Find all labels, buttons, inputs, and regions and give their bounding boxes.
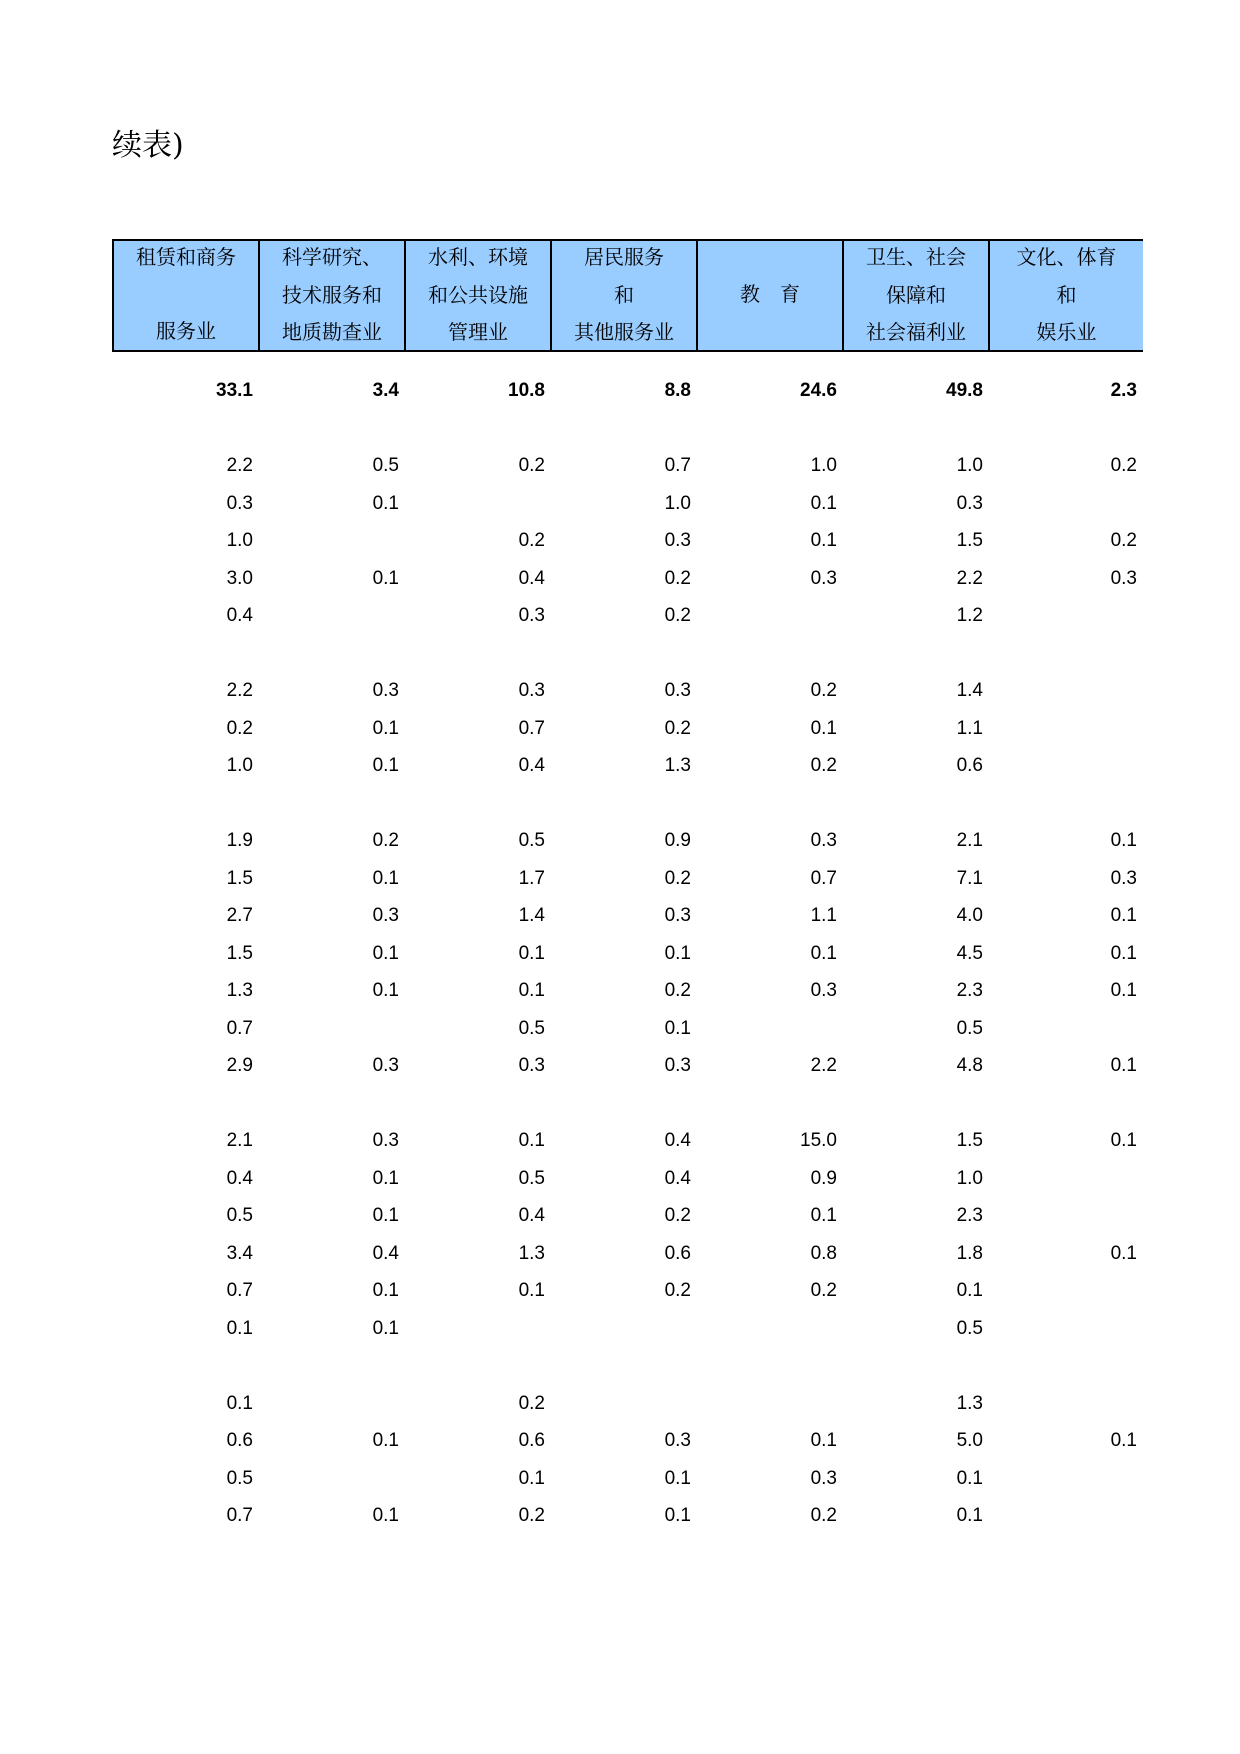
table-row: [113, 1422, 1143, 1460]
table-cell: 0.5: [372, 455, 399, 476]
table-cell: 0.3: [664, 1055, 691, 1076]
table-cell: 2.3: [1110, 380, 1137, 401]
table-cell: 0.2: [518, 1392, 545, 1414]
table-cell: 0.3: [1110, 567, 1137, 589]
table-cell: 0.1: [518, 1467, 545, 1489]
table-cell: 15.0: [800, 1130, 837, 1151]
table-cell: 0.3: [372, 905, 399, 926]
table-cell: 0.1: [372, 942, 399, 964]
table-cell: 0.1: [664, 1017, 691, 1039]
spacer-row: [113, 1347, 1143, 1385]
table-row: [113, 672, 1143, 710]
table-cell: 0.3: [372, 1055, 399, 1076]
table-cell: 0.1: [810, 717, 837, 739]
table-cell: 1.5: [226, 942, 253, 964]
table-cell: 2.2: [810, 1055, 837, 1076]
table-cell: 0.9: [810, 1167, 837, 1189]
table-cell: 0.1: [810, 530, 837, 551]
table-cell: 1.4: [518, 905, 545, 926]
table-cell: 0.2: [664, 1280, 691, 1301]
table-cell: 0.2: [518, 455, 545, 476]
table-row: [113, 747, 1143, 785]
table-cell: 0.9: [664, 830, 691, 851]
table-cell: 0.1: [1110, 942, 1137, 964]
table-cell: 0.5: [518, 830, 545, 851]
table-cell: 2.7: [226, 905, 253, 926]
table-cell: 0.5: [226, 1205, 253, 1226]
table-row: [113, 972, 1143, 1010]
table-cell: 0.1: [1110, 1242, 1137, 1264]
data-table-container: [112, 239, 1137, 1589]
table-cell: 2.3: [956, 980, 983, 1001]
spacer-row: [113, 410, 1143, 448]
table-cell: [989, 1272, 1143, 1310]
table-cell: 0.7: [226, 1017, 253, 1039]
table-cell: 0.7: [664, 455, 691, 476]
table-row: [113, 1385, 1143, 1423]
table-cell: 0.3: [518, 680, 545, 701]
table-cell: 0.1: [1110, 1055, 1137, 1076]
table-cell: 0.1: [664, 1467, 691, 1489]
table-cell: 0.1: [1110, 830, 1137, 851]
table-cell: 1.0: [956, 455, 983, 476]
table-row: [113, 1460, 1143, 1498]
table-cell: [989, 672, 1143, 710]
table-cell: 0.4: [226, 1167, 253, 1189]
table-cell: 1.2: [956, 605, 983, 626]
table-cell: 0.1: [810, 492, 837, 514]
header-row: [113, 240, 1143, 351]
column-header: 租赁和商务 服务业: [113, 240, 259, 351]
table-cell: 0.5: [518, 1017, 545, 1039]
table-cell: [259, 1385, 405, 1423]
table-cell: 0.3: [810, 567, 837, 589]
table-cell: [989, 710, 1143, 748]
table-cell: 3.0: [226, 567, 253, 589]
table-cell: 0.2: [1110, 455, 1137, 476]
column-header: 文化、体育 和 娱乐业: [989, 240, 1143, 351]
table-cell: 0.7: [810, 867, 837, 889]
column-header: 居民服务 和 其他服务业: [551, 240, 697, 351]
table-row: [113, 1010, 1143, 1048]
table-cell: 0.2: [1110, 530, 1137, 551]
table-row: [113, 935, 1143, 973]
table-cell: [989, 1460, 1143, 1498]
spacer-row: [113, 351, 1143, 372]
table-cell: 0.3: [518, 1055, 545, 1076]
table-cell: 0.2: [810, 1505, 837, 1526]
table-cell: 0.2: [518, 1505, 545, 1526]
table-cell: [697, 1010, 843, 1048]
table-body: [113, 351, 1143, 1535]
table-cell: [989, 1310, 1143, 1348]
table-cell: 0.2: [810, 755, 837, 776]
table-cell: 0.1: [1110, 980, 1137, 1001]
table-cell: 2.9: [226, 1055, 253, 1076]
table-cell: [697, 597, 843, 635]
table-row: [113, 1122, 1143, 1160]
table-cell: 0.5: [518, 1167, 545, 1189]
table-cell: 0.1: [1110, 1430, 1137, 1451]
table-cell: 0.7: [518, 717, 545, 739]
table-cell: 0.4: [226, 605, 253, 626]
table-cell: [259, 597, 405, 635]
table-cell: 1.7: [518, 867, 545, 889]
table-cell: 0.1: [810, 1430, 837, 1451]
table-cell: 0.3: [226, 492, 253, 514]
table-cell: [551, 1385, 697, 1423]
table-cell: 0.1: [810, 942, 837, 964]
table-cell: 1.5: [226, 867, 253, 889]
column-header: 卫生、社会 保障和 社会福利业: [843, 240, 989, 351]
total-row: [113, 372, 1143, 410]
table-cell: [697, 1310, 843, 1348]
table-cell: 1.3: [518, 1242, 545, 1264]
table-cell: 0.1: [518, 980, 545, 1001]
table-cell: 0.1: [956, 1280, 983, 1301]
table-cell: 0.1: [226, 1317, 253, 1339]
table-cell: 0.1: [372, 1280, 399, 1301]
table-cell: 0.1: [810, 1205, 837, 1226]
table-cell: 24.6: [800, 380, 837, 401]
table-cell: 1.3: [664, 755, 691, 776]
table-cell: 0.1: [372, 1317, 399, 1339]
table-cell: 4.8: [956, 1055, 983, 1076]
table-cell: [989, 1197, 1143, 1235]
table-row: [113, 860, 1143, 898]
table-cell: [405, 485, 551, 523]
table-row: [113, 1160, 1143, 1198]
table-cell: 0.1: [372, 1430, 399, 1451]
table-cell: 0.1: [372, 492, 399, 514]
table-cell: 1.8: [956, 1242, 983, 1264]
table-cell: 0.2: [664, 1205, 691, 1226]
table-cell: 3.4: [372, 380, 399, 401]
table-cell: [989, 485, 1143, 523]
table-cell: 0.3: [810, 980, 837, 1001]
table-cell: 49.8: [946, 380, 983, 401]
table-cell: 2.1: [226, 1130, 253, 1151]
table-row: [113, 1197, 1143, 1235]
table-cell: 0.3: [664, 680, 691, 701]
table-cell: 1.0: [226, 530, 253, 551]
table-row: [113, 1047, 1143, 1085]
table-cell: [551, 1310, 697, 1348]
table-cell: 0.2: [810, 1280, 837, 1301]
table-cell: 0.1: [372, 1167, 399, 1189]
table-cell: 2.2: [956, 567, 983, 589]
table-cell: 2.1: [956, 830, 983, 851]
table-cell: 0.7: [226, 1280, 253, 1301]
table-cell: 7.1: [956, 867, 983, 889]
table-cell: 0.5: [956, 1317, 983, 1339]
table-cell: 0.6: [664, 1242, 691, 1264]
table-cell: 33.1: [216, 380, 253, 401]
table-cell: [259, 1010, 405, 1048]
table-cell: [405, 1310, 551, 1348]
table-cell: 0.7: [226, 1505, 253, 1526]
table-cell: 0.3: [664, 530, 691, 551]
table-cell: 0.8: [810, 1242, 837, 1264]
table-cell: 0.2: [664, 605, 691, 626]
table-cell: [697, 1385, 843, 1423]
table-cell: 1.0: [956, 1167, 983, 1189]
table-row: [113, 897, 1143, 935]
table-cell: [989, 1010, 1143, 1048]
table-cell: [989, 747, 1143, 785]
table-cell: 1.5: [956, 530, 983, 551]
table-cell: 0.2: [226, 717, 253, 739]
table-cell: 0.3: [810, 1467, 837, 1489]
table-cell: 0.4: [518, 567, 545, 589]
table-cell: 0.6: [518, 1430, 545, 1451]
table-cell: 0.3: [1110, 867, 1137, 889]
table-cell: 0.1: [372, 980, 399, 1001]
table-cell: 0.4: [518, 1205, 545, 1226]
table-cell: 1.0: [226, 755, 253, 776]
page-title: 续表): [112, 128, 184, 163]
table-cell: 0.1: [372, 567, 399, 589]
table-cell: 0.2: [664, 980, 691, 1001]
table-row: [113, 560, 1143, 598]
table-row: [113, 1497, 1143, 1535]
table-cell: 0.1: [226, 1392, 253, 1414]
table-cell: 0.1: [1110, 905, 1137, 926]
table-cell: 1.3: [226, 980, 253, 1001]
spacer-row: [113, 635, 1143, 673]
table-cell: 1.0: [664, 492, 691, 514]
table-cell: 0.1: [372, 867, 399, 889]
table-cell: 1.0: [810, 455, 837, 476]
table-cell: 0.5: [226, 1467, 253, 1489]
data-table: [112, 239, 1143, 1535]
table-cell: 0.1: [664, 1505, 691, 1526]
table-row: [113, 710, 1143, 748]
table-cell: 0.2: [664, 717, 691, 739]
spacer-row: [113, 1085, 1143, 1123]
table-cell: 0.3: [810, 830, 837, 851]
table-cell: 0.4: [664, 1167, 691, 1189]
table-cell: 0.2: [664, 567, 691, 589]
table-cell: 0.5: [956, 1017, 983, 1039]
table-cell: 0.2: [664, 867, 691, 889]
table-cell: 0.1: [664, 942, 691, 964]
table-cell: 8.8: [664, 380, 691, 401]
table-cell: 0.1: [518, 1130, 545, 1151]
table-cell: 0.3: [664, 905, 691, 926]
table-row: [113, 485, 1143, 523]
table-cell: 0.1: [372, 1505, 399, 1526]
table-cell: 0.6: [226, 1430, 253, 1451]
table-cell: 0.3: [664, 1430, 691, 1451]
table-cell: 0.3: [956, 492, 983, 514]
table-cell: 10.8: [508, 380, 545, 401]
table-cell: 2.2: [226, 680, 253, 701]
table-cell: 1.9: [226, 830, 253, 851]
table-cell: 0.2: [372, 830, 399, 851]
table-row: [113, 822, 1143, 860]
table-cell: 1.1: [810, 905, 837, 926]
table-cell: 0.1: [372, 717, 399, 739]
table-cell: 1.5: [956, 1130, 983, 1151]
table-cell: 0.2: [518, 530, 545, 551]
table-cell: 0.1: [956, 1467, 983, 1489]
table-row: [113, 1272, 1143, 1310]
table-cell: 4.0: [956, 905, 983, 926]
table-row: [113, 522, 1143, 560]
table-cell: [989, 1497, 1143, 1535]
table-cell: [259, 522, 405, 560]
table-cell: 0.1: [372, 755, 399, 776]
table-cell: 0.4: [372, 1242, 399, 1264]
table-cell: 1.4: [956, 680, 983, 701]
table-cell: 0.1: [518, 1280, 545, 1301]
table-cell: 0.1: [372, 1205, 399, 1226]
table-cell: 0.4: [664, 1130, 691, 1151]
table-cell: 0.3: [372, 680, 399, 701]
table-cell: 0.6: [956, 755, 983, 776]
table-row: [113, 597, 1143, 635]
table-cell: 0.3: [372, 1130, 399, 1151]
table-cell: 0.1: [1110, 1130, 1137, 1151]
table-cell: 0.2: [810, 680, 837, 701]
table-cell: 0.1: [956, 1505, 983, 1526]
table-cell: 2.3: [956, 1205, 983, 1226]
table-cell: 4.5: [956, 942, 983, 964]
column-header: 教 育: [697, 240, 843, 351]
table-cell: 3.4: [226, 1242, 253, 1264]
table-cell: [989, 1385, 1143, 1423]
table-cell: 2.2: [226, 455, 253, 476]
column-header: 科学研究、 技术服务和 地质勘查业: [259, 240, 405, 351]
table-cell: 0.3: [518, 605, 545, 626]
table-row: [113, 1235, 1143, 1273]
table-cell: 0.4: [518, 755, 545, 776]
table-row: [113, 1310, 1143, 1348]
table-cell: [259, 1460, 405, 1498]
table-cell: 0.1: [518, 942, 545, 964]
table-cell: [989, 1160, 1143, 1198]
table-row: [113, 447, 1143, 485]
table-cell: 5.0: [956, 1430, 983, 1451]
spacer-row: [113, 785, 1143, 823]
column-header: 水利、环境 和公共设施 管理业: [405, 240, 551, 351]
table-cell: 1.1: [956, 717, 983, 739]
table-cell: [989, 597, 1143, 635]
table-cell: 1.3: [956, 1392, 983, 1414]
